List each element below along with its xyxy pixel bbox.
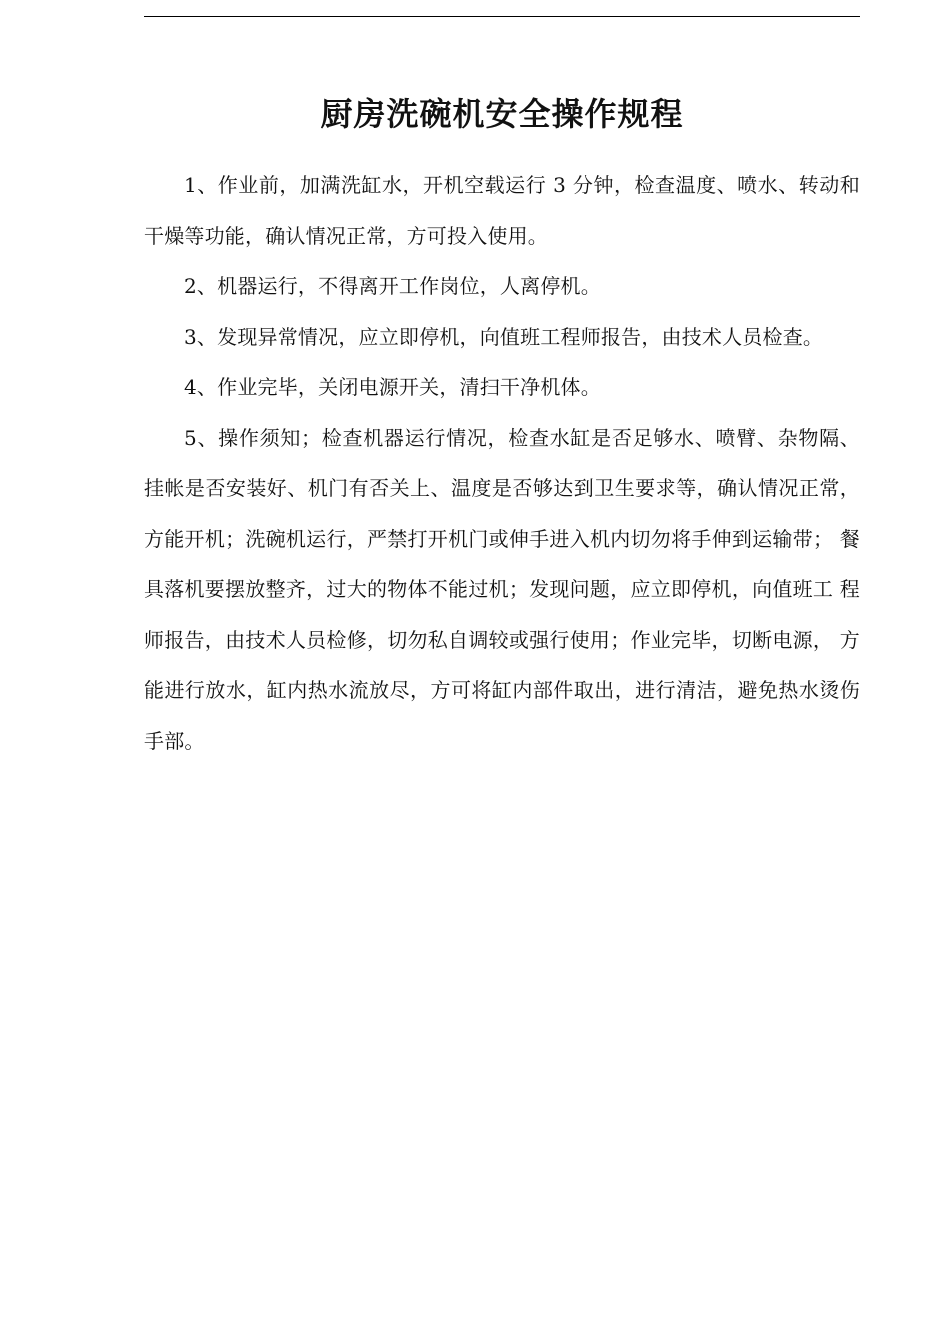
paragraph-4: 4、作业完毕，关闭电源开关，清扫干净机体。 (184, 375, 601, 399)
document-body (144, 160, 860, 766)
header-rule (144, 16, 860, 17)
paragraph-5: 5、操作须知；检查机器运行情况，检查水缸是否足够水、喷臂、杂物隔、 挂帐是否安装好、机门有否关上、温度是否够达到卫生要求等，确认情况正常， 方能开机；洗碗机运行，严禁打开机门或伸手进入机内切勿将手伸到运输带； 餐具落机要摆放整齐，过大的物体不能过机；发现问题，应立即停机，向值班工 程师报告，由技术人员检修，切勿私自调较或强行使用；作业完毕，切断电源， 方能进行放水，缸内热水流放尽，方可将缸内部件取出，进行清洁，避免热水烫伤手部。 (144, 425, 860, 753)
paragraph-1: 1、作业前，加满洗缸水，开机空载运行 3 分钟，检查温度、喷水、转动和 干燥等功能，确认情况正常，方可投入使用。 (144, 173, 860, 248)
document-title: 厨房洗碗机安全操作规程 (320, 95, 684, 133)
paragraph-2: 2、机器运行，不得离开工作岗位，人离停机。 (184, 274, 601, 298)
paragraph-3: 3、发现异常情况，应立即停机，向值班工程师报告，由技术人员检查。 (184, 324, 824, 349)
